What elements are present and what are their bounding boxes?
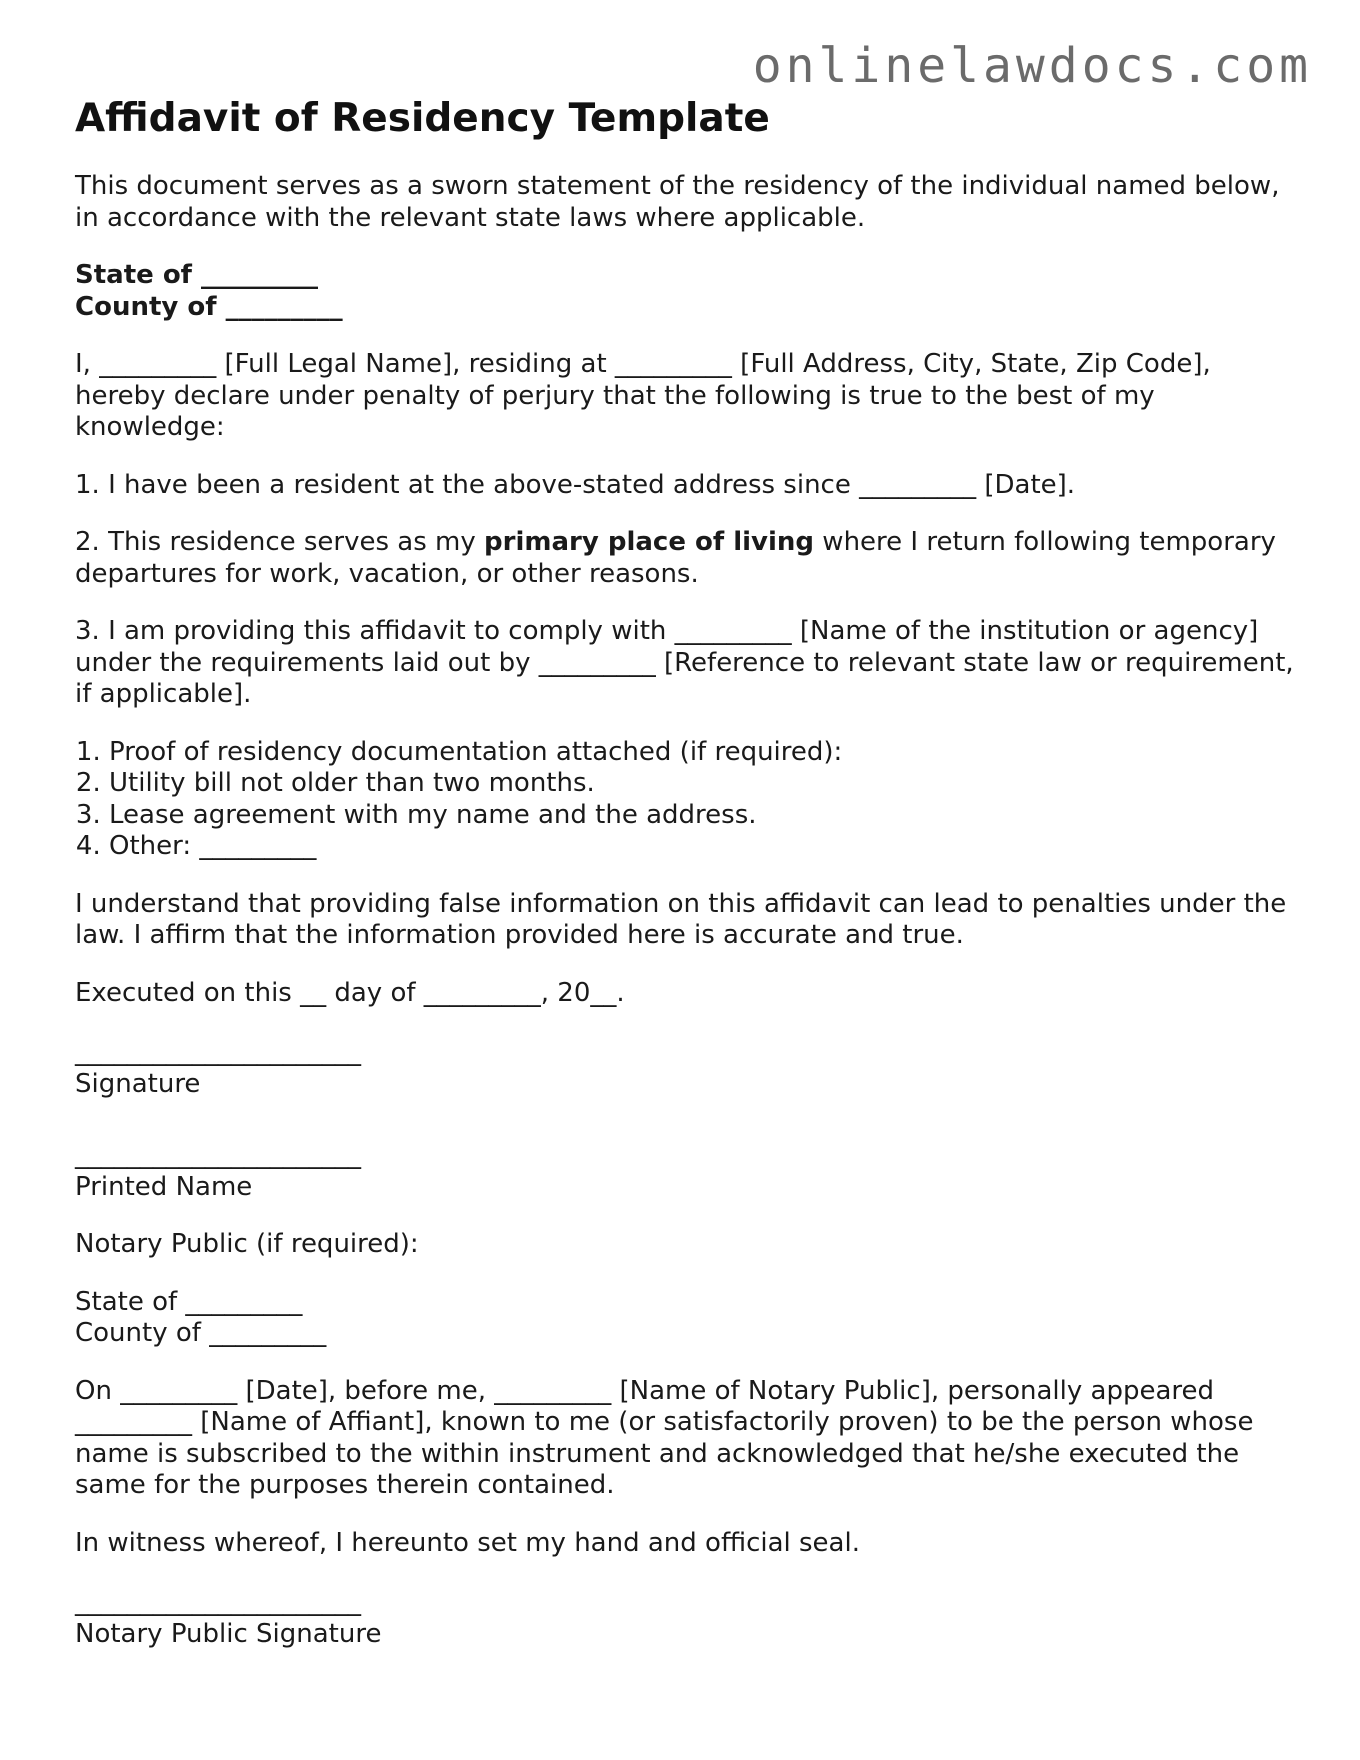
notary-venue-state: State of _________ [75,1286,303,1317]
site-watermark: onlinelawdocs.com [752,38,1312,94]
printed-name-label: Printed Name [75,1171,253,1202]
proof-list [75,737,1295,863]
venue-county: County of _________ [75,291,343,322]
notary-venue-block [75,1287,1295,1350]
notary-signature-line: ______________________ [75,1587,361,1617]
statement-item-2-end: where I return following temporary departures for work, vacation, or other reasons. [75,527,1276,589]
printed-name-line: ______________________ [75,1140,361,1170]
proof-list-item: 3. Lease agreement with my name and the address. [109,800,1295,832]
proof-list-item: 2. Utility bill not older than two months. [109,768,1295,800]
proof-list-item: 4. Other: _________ [109,831,1295,863]
signature-label: Signature [75,1068,201,1099]
statement-item-2-start: 2. This residence serves as my [75,527,485,557]
venue-block [75,260,1295,323]
notary-statement: On _________ [Date], before me, _________ [Name of Notary Public], personally appeared _________ [Name of Affiant], known to me (or satisfactorily proven) to be the person whose name is subscribed to the within instrument and acknowledged that he/she executed the same for the purposes therein contained. [75,1375,1254,1500]
signature-block [75,1037,1295,1100]
document-title: Affidavit of Residency Template [75,96,770,141]
proof-list-item: 1. Proof of residency documentation attached (if required): [109,737,1295,769]
statement-item-1: 1. I have been a resident at the above-stated address since _________ [Date]. [75,469,1076,500]
notary-venue-county: County of _________ [75,1318,327,1348]
intro-paragraph: This document serves as a sworn statement of the residency of the individual named below, in accordance with the relevant state laws where applicable. [75,171,1280,233]
statement-item-2 [75,527,1295,590]
notary-signature-block [75,1587,1295,1650]
declaration-paragraph: I, _________ [Full Legal Name], residing at _________ [Full Address, City, State, Zip Code], hereby declare under penalty of perjury that the following is true to the best of my knowledge: [75,349,1211,442]
document-page [75,95,1295,1650]
signature-line: ______________________ [75,1037,361,1067]
notary-signature-label: Notary Public Signature [75,1618,382,1649]
understanding-paragraph: I understand that providing false information on this affidavit can lead to penalties under the law. I affirm that the information provided here is accurate and true. [75,888,1287,950]
statement-item-2-emphasis: primary place of living [484,527,815,557]
statement-item-3: 3. I am providing this affidavit to comply with _________ [Name of the institution or agency] under the requirements laid out by _________ [Reference to relevant state law or requirement, if applicable]. [75,616,1294,709]
notary-heading: Notary Public (if required): [75,1229,419,1259]
printed-name-block [75,1140,1295,1203]
witness-statement: In witness whereof, I hereunto set my hand and official seal. [75,1527,860,1558]
venue-state: State of _________ [75,260,319,290]
execution-date-line: Executed on this __ day of _________, 20__. [75,977,625,1008]
